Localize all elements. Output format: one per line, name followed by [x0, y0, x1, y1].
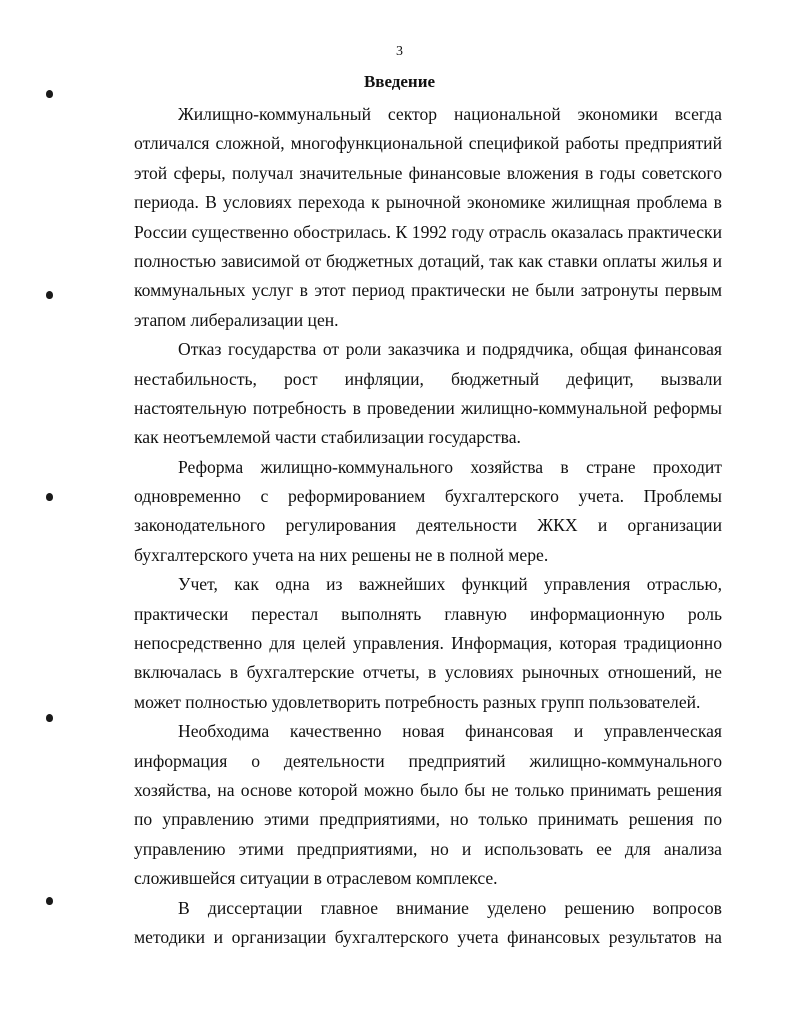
page-number: 3	[396, 44, 403, 59]
text-line: сложившейся ситуации в отраслевом комплексе.	[134, 868, 498, 889]
text-line: методики и организации бухгалтерского учета финансовых результатов на	[134, 926, 722, 947]
text-line: отличался сложной, многофункциональной спецификой работы предприятий	[134, 133, 722, 154]
text-line: практически перестал выполнять главную информационную роль	[134, 603, 722, 624]
text-line: может полностью удовлетворить потребность разных групп пользователей.	[134, 691, 701, 712]
binding-hole-mark	[46, 493, 53, 501]
text-line: Реформа жилищно-коммунального хозяйства в стране проходит	[178, 456, 722, 477]
binding-hole-mark	[46, 291, 53, 299]
text-line: Учет, как одна из важнейших функций управления отраслью,	[178, 574, 722, 595]
text-line: этой сферы, получал значительные финансовые вложения в годы советского	[134, 162, 722, 183]
text-line: по управлению этими предприятиями, но только принимать решения по	[134, 809, 722, 830]
text-line: нестабильность, рост инфляции, бюджетный дефицит, вызвали	[134, 368, 722, 389]
text-line: бухгалтерского учета на них решены не в полной мере.	[134, 544, 549, 565]
text-line: хозяйства, на основе которой можно было бы не только принимать решения	[134, 779, 722, 800]
text-line: В диссертации главное внимание уделено решению вопросов	[178, 897, 722, 918]
text-line: настоятельную потребность в проведении жилищно-коммунальной реформы	[134, 397, 722, 418]
text-line: включалась в бухгалтерские отчеты, в условиях рыночных отношений, не	[134, 662, 722, 683]
text-line: коммунальных услуг в этот период практически не были затронуты первым	[134, 280, 722, 301]
text-line: России существенно обострилась. К 1992 году отрасль оказалась практически	[134, 221, 722, 242]
text-line: полностью зависимой от бюджетных дотаций, так как ставки оплаты жилья и	[134, 250, 722, 271]
body-text	[134, 100, 722, 952]
text-line: периода. В условиях перехода к рыночной экономике жилищная проблема в	[134, 192, 722, 213]
binding-hole-mark	[46, 714, 53, 722]
text-line: Отказ государства от роли заказчика и подрядчика, общая финансовая	[178, 339, 722, 360]
text-line: этапом либерализации цен.	[134, 309, 339, 330]
text-line: как неотъемлемой части стабилизации государства.	[134, 427, 521, 448]
text-line: законодательного регулирования деятельности ЖКХ и организации	[134, 515, 722, 536]
text-line: управлению этими предприятиями, но и использовать ее для анализа	[134, 838, 722, 859]
text-line: Жилищно-коммунальный сектор национальной экономики всегда	[178, 104, 722, 124]
text-line: информация о деятельности предприятий жилищно-коммунального	[134, 750, 722, 771]
text-line: одновременно с реформированием бухгалтерского учета. Проблемы	[134, 486, 722, 507]
section-heading: Введение	[363, 72, 436, 91]
text-line: Необходима качественно новая финансовая и управленческая	[178, 721, 722, 742]
binding-hole-mark	[46, 897, 53, 905]
text-line: непосредственно для целей управления. Информация, которая традиционно	[134, 633, 722, 654]
